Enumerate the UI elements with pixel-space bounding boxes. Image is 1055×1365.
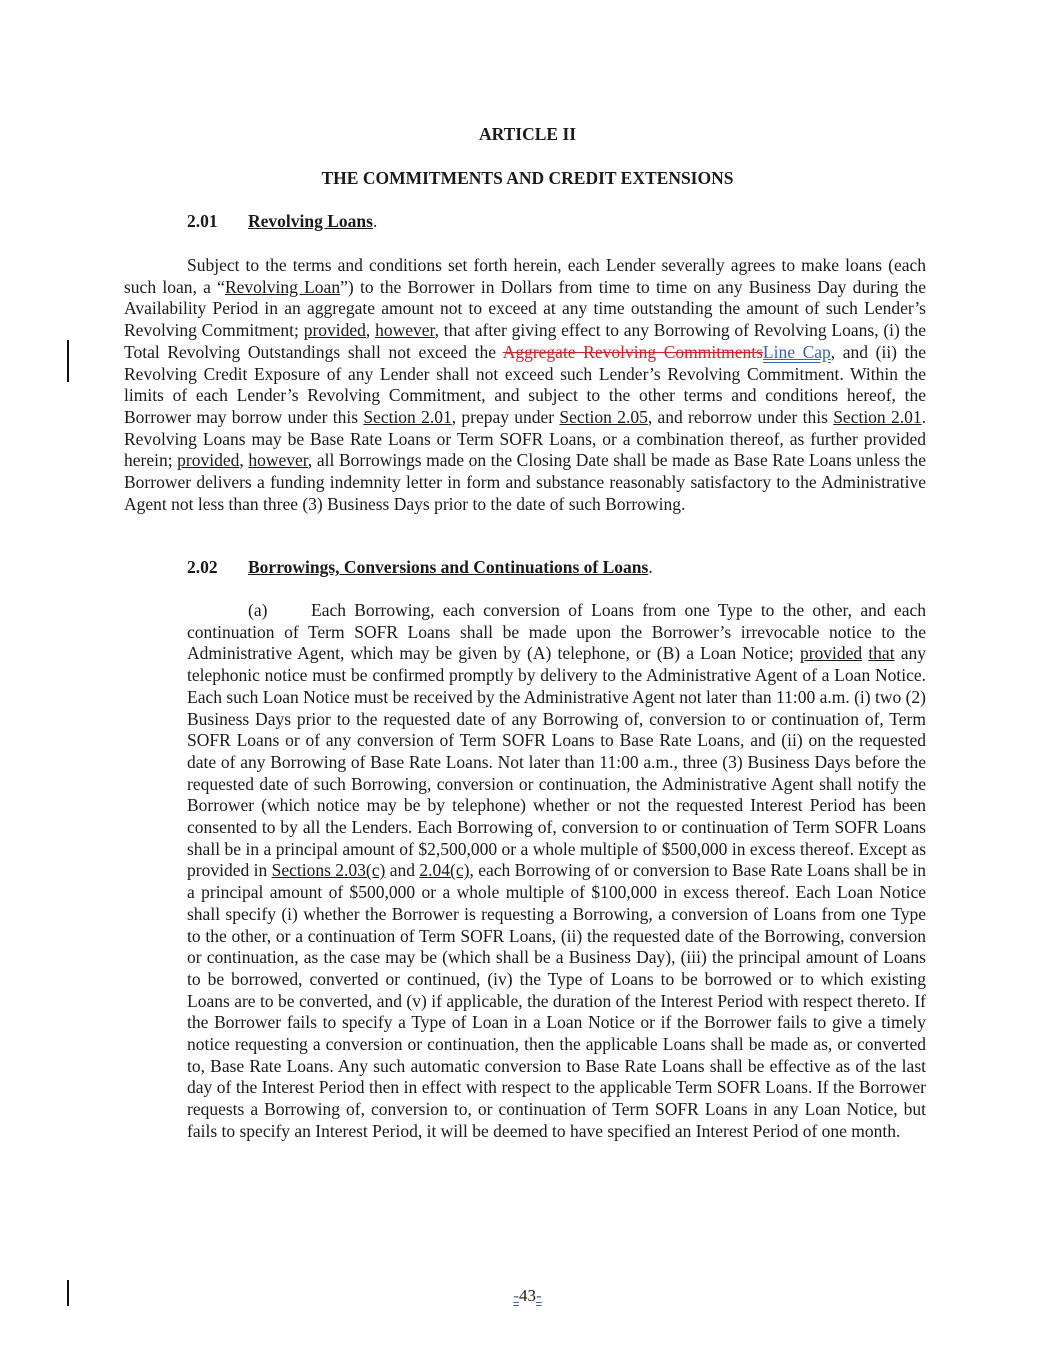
section-2-01-heading: 2.01 Revolving Loans. [187,211,378,231]
cross-reference: 2.04(c) [419,860,470,881]
tracked-insertion: Line Cap [762,341,831,362]
provided-term: provided [177,450,240,471]
provided-term: provided [303,320,366,341]
section-title: Revolving Loans [248,211,373,231]
subsection-label: (a) [248,600,268,620]
section-2-01-paragraph: Subject to the terms and conditions set forth herein, each Lender severally agrees to make loans (each such loan, a “Revolving Loan”) to the Borrower in Dollars from time to time on any Business Day during the Availability Period in an aggregate amount not to exceed at any time outstanding the amount of such Lender’s Revolving Commitment; provided, however, that after giving effect to any Borrowing of Revolving Loans, (i) the Total Revolving Outstandings shall not exceed the Aggregate Revolving CommitmentsLine Cap, and (ii) the Revolving Credit Exposure of any Lender shall not exceed such Lender’s Revolving Commitment. Within the limits of each Lender’s Revolving Commitment, and subject to the other terms and conditions hereof, the Borrower may borrow under this Section 2.01, prepay under Section 2.05, and reborrow under this Section 2.01. Revolving Loans may be Base Rate Loans or Term SOFR Loans, or a combination thereof, as further provided herein; provided, however, all Borrowings made on the Closing Date shall be made as Base Rate Loans unless the Borrower delivers a funding indemnity letter in form and substance reasonably satisfactory to the Administrative Agent not less than three (3) Business Days prior to the date of such Borrowing. [124,255,927,514]
section-2-02-heading: 2.02 Borrowings, Conversions and Continuations of Loans. [187,557,653,577]
section-number: 2.01 [187,211,218,231]
however-term: however [375,320,435,341]
change-bar [67,340,69,382]
article-title: THE COMMITMENTS AND CREDIT EXTENSIONS [321,168,734,188]
cross-reference: Section 2.01 [833,406,922,427]
section-2-02-a-paragraph: (a) Each Borrowing, each conversion of Loans from one Type to the other, and each continuation of Term SOFR Loans shall be made upon the Borrower’s irrevocable notice to the Administrative Agent, which may be given by (A) telephone, or (B) a Loan Notice; provided that any telephonic notice must be confirmed promptly by delivery to the Administrative Agent of a Loan Notice. Each such Loan Notice must be received by the Administrative Agent not later than 11:00 a.m. (i) two (2) Business Days prior to the requested date of any Borrowing of, conversion to or continuation of, Term SOFR Loans or of any conversion of Term SOFR Loans to Base Rate Loans, and (ii) on the requested date of any Borrowing of Base Rate Loans. Not later than 11:00 a.m., three (3) Business Days before the requested date of such Borrowing, conversion or continuation, the Administrative Agent shall notify the Borrower (which notice may be by telephone) whether or not the requested Interest Period has been consented to by all the Lenders. Each Borrowing of, conversion to or continuation of Term SOFR Loans shall be in a principal amount of $2,500,000 or a whole multiple of $500,000 in excess thereof. Except as provided in Sections 2.03(c) and 2.04(c), each Borrowing of or conversion to Base Rate Loans shall be in a principal amount of $500,000 or a whole multiple of $100,000 in excess thereof. Each Loan Notice shall specify (i) whether the Borrower is requesting a Borrowing, a conversion of Loans from one Type to the other, or a continuation of Term SOFR Loans, (ii) the requested date of the Borrowing, conversion or continuation, as the case may be (which shall be a Business Day), (iii) the principal amount of Loans to be borrowed, converted or continued, (iv) the Type of Loans to be borrowed or to which existing Loans are to be converted, and (v) if applicable, the duration of the Interest Period with respect thereto. If the Borrower fails to specify a Type of Loan in a Loan Notice or if the Borrower fails to give a timely notice requesting a conversion or continuation, then the applicable Loans shall be made as, or converted to, Base Rate Loans. Any such automatic conversion to Base Rate Loans shall be effective as of the last day of the Interest Period then in effect with respect to the applicable Term SOFR Loans. If the Borrower requests a Borrowing of, conversion to, or continuation of Term SOFR Loans in any Loan Notice, but fails to specify an Interest Period, it will be deemed to have specified an Interest Period of one month. [187,600,927,1141]
section-title: Borrowings, Conversions and Continuations of Loans [248,557,649,577]
section-number: 2.02 [187,557,218,577]
defined-term: Revolving Loan [224,276,341,297]
provided-term: provided [799,643,863,664]
cross-reference: Section 2.05 [559,406,648,427]
cross-reference: Section 2.01 [363,406,452,427]
however-term: however [248,450,308,471]
that-term: that [868,643,895,664]
article-number: ARTICLE II [478,124,577,144]
page-number: -43- [513,1286,542,1305]
tracked-deletion: Aggregate Revolving Commitments [502,341,763,362]
cross-reference: Sections 2.03(c) [271,860,386,881]
